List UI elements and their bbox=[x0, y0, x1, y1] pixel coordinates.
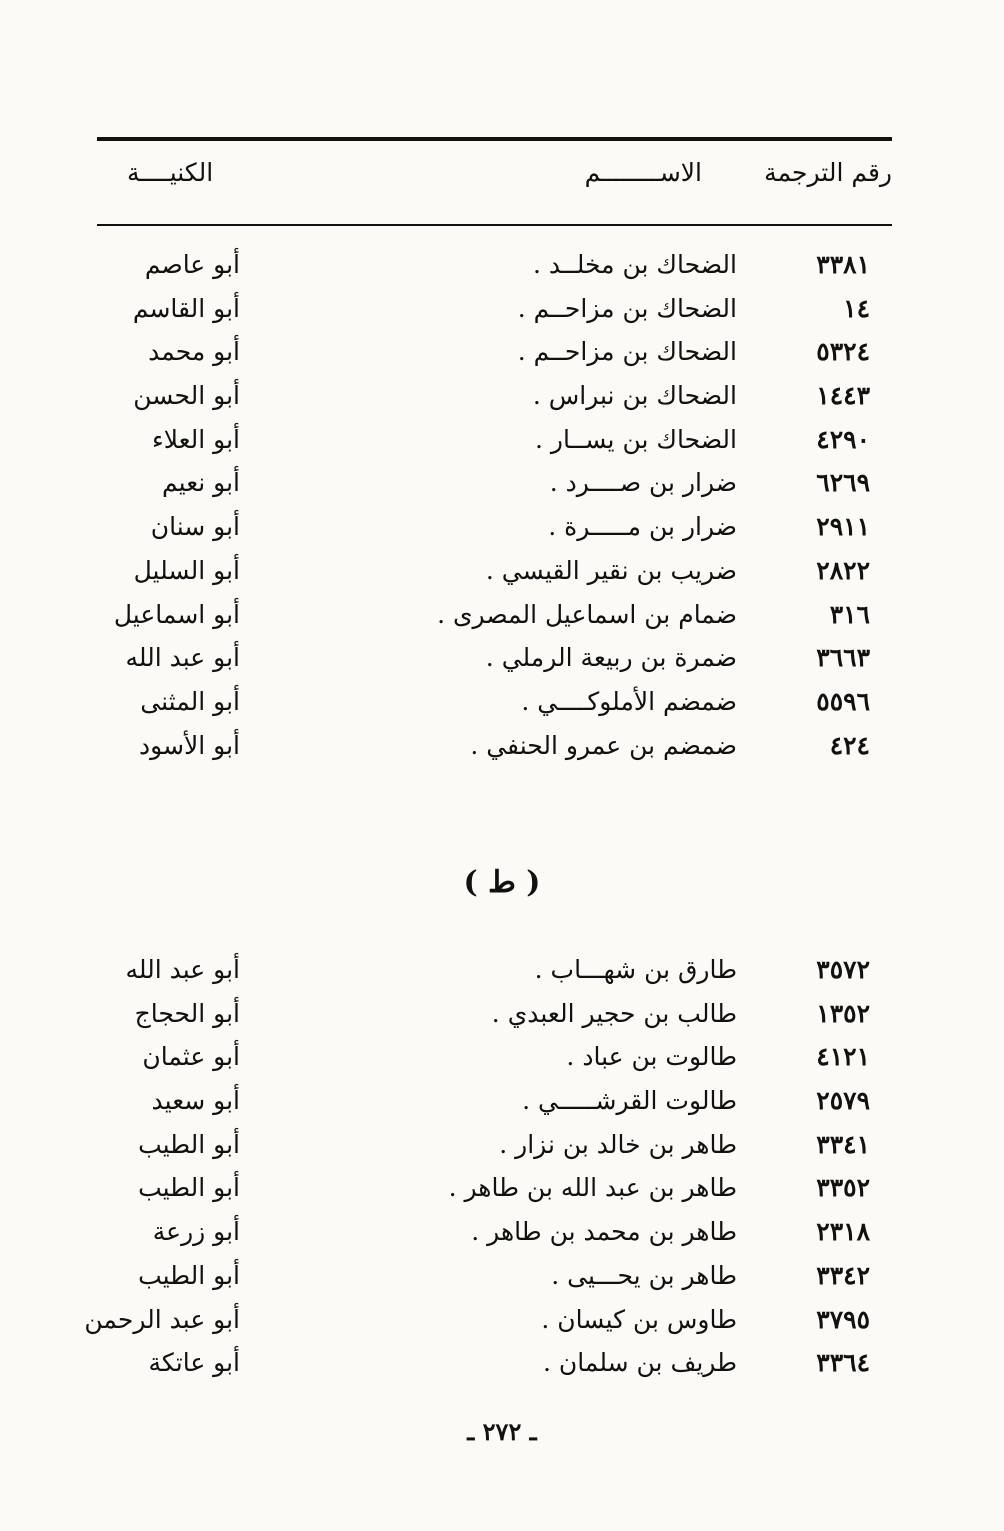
section-dad-list bbox=[97, 245, 892, 769]
entry-kunya: أبو عثمان bbox=[142, 1042, 240, 1072]
entry-number: ٣٦٦٣ bbox=[816, 643, 870, 673]
table-row bbox=[84, 1300, 892, 1344]
entry-kunya: أبو العلاء bbox=[151, 424, 240, 454]
entry-kunya: أبو سعيد bbox=[151, 1086, 240, 1116]
entry-name: الضحاك بن نبراس . bbox=[532, 381, 737, 411]
table-row bbox=[97, 595, 892, 639]
entry-number: ٢٥٧٩ bbox=[816, 1086, 870, 1116]
entry-kunya: أبو الطيب bbox=[138, 1173, 240, 1203]
entry-kunya: أبو الطيب bbox=[138, 1260, 240, 1290]
entry-kunya: أبو عبد الله bbox=[125, 955, 240, 984]
table-row bbox=[97, 1256, 892, 1300]
header-kunya-column: الكنيــــة bbox=[127, 158, 214, 187]
table-row bbox=[97, 551, 892, 595]
entry-kunya: أبو الحسن bbox=[133, 381, 240, 411]
entry-name: ضرار بن صــــرد . bbox=[549, 468, 737, 498]
entry-name: ضمضم الأملوكــــي . bbox=[521, 686, 737, 716]
entry-name: ضريب بن نقير القيسي . bbox=[485, 555, 737, 585]
header-top-rule bbox=[97, 137, 892, 141]
entry-kunya: أبو زرعة bbox=[152, 1217, 240, 1247]
entry-name: ضرار بن مـــــرة . bbox=[548, 512, 737, 542]
entry-name: ضمام بن اسماعيل المصرى . bbox=[437, 599, 737, 629]
entry-name: الضحاك بن مخلــد . bbox=[533, 250, 737, 279]
table-row bbox=[97, 1037, 892, 1081]
table-row bbox=[97, 682, 892, 726]
entry-number: ٤٢٤ bbox=[829, 730, 870, 760]
entry-kunya: أبو نعيم bbox=[162, 468, 240, 498]
table-row bbox=[97, 950, 892, 994]
entry-number: ٥٥٩٦ bbox=[816, 686, 870, 716]
entry-kunya: أبو الأسود bbox=[139, 730, 240, 760]
entry-number: ١٣٥٢ bbox=[816, 998, 870, 1028]
section-heading-letter: ( ط ) bbox=[463, 865, 541, 900]
entry-number: ٢٨٢٢ bbox=[816, 555, 870, 585]
entry-number: ٥٣٢٤ bbox=[816, 337, 870, 367]
table-row bbox=[97, 726, 892, 770]
entry-kunya: أبو محمد bbox=[148, 337, 240, 367]
entry-name: طالب بن حجير العبدي . bbox=[491, 998, 737, 1028]
entry-name: طاهر بن عبد الله بن طاهر . bbox=[448, 1173, 737, 1203]
section-ta-list bbox=[84, 950, 892, 1387]
entry-kunya: أبو المثنى bbox=[140, 686, 240, 716]
entry-kunya: أبو عاتكة bbox=[148, 1348, 240, 1378]
entry-kunya: أبو الطيب bbox=[138, 1129, 240, 1159]
table-row bbox=[97, 1125, 892, 1169]
entry-number: ١٤٤٣ bbox=[816, 381, 870, 411]
table-row bbox=[97, 1168, 892, 1212]
header-number-column: رقم الترجمة bbox=[764, 158, 892, 187]
table-row bbox=[97, 376, 892, 420]
entry-name: طاهر بن محمد بن طاهر . bbox=[471, 1217, 737, 1247]
table-row bbox=[97, 420, 892, 464]
entry-number: ٣٣٦٤ bbox=[816, 1348, 870, 1378]
entry-number: ٣٧٩٥ bbox=[816, 1304, 870, 1334]
entry-number: ١٤ bbox=[843, 293, 870, 323]
entry-number: ٢٩١١ bbox=[816, 512, 870, 542]
table-row bbox=[97, 289, 892, 333]
entry-number: ٢٣١٨ bbox=[816, 1217, 870, 1247]
table-row bbox=[97, 1081, 892, 1125]
entry-number: ٣٣٥٢ bbox=[816, 1173, 870, 1203]
entry-name: ضمضم بن عمرو الحنفي . bbox=[470, 730, 737, 760]
table-row bbox=[97, 1212, 892, 1256]
entry-name: ضمرة بن ربيعة الرملي . bbox=[485, 643, 737, 673]
entry-kunya: أبو عاصم bbox=[144, 250, 240, 279]
entry-name: طاهر بن خالد بن نزار . bbox=[499, 1129, 737, 1159]
table-header bbox=[97, 158, 892, 198]
table-row bbox=[97, 332, 892, 376]
entry-number: ٣٣٤١ bbox=[816, 1129, 870, 1159]
entry-kunya: أبو سنان bbox=[150, 512, 240, 542]
entry-kunya: أبو القاسم bbox=[132, 293, 240, 323]
entry-number: ٣٣٨١ bbox=[816, 250, 870, 279]
table-row bbox=[97, 994, 892, 1038]
table-row bbox=[97, 245, 892, 289]
table-row bbox=[97, 463, 892, 507]
table-row bbox=[97, 1343, 892, 1387]
entry-name: طريف بن سلمان . bbox=[543, 1348, 737, 1378]
entry-number: ٤٢٩٠ bbox=[816, 424, 870, 454]
entry-name: الضحاك بن يســار . bbox=[535, 424, 737, 454]
entry-name: طاوس بن كيسان . bbox=[541, 1304, 737, 1334]
entry-name: الضحاك بن مزاحــم . bbox=[517, 293, 737, 323]
header-name-column: الاســــــــم bbox=[584, 158, 702, 187]
entry-name: الضحاك بن مزاحــم . bbox=[517, 337, 737, 367]
entry-name: طالوت القرشـــــي . bbox=[522, 1086, 737, 1116]
page-number: ـ ٢٧٢ ـ bbox=[467, 1417, 537, 1446]
table-row bbox=[97, 638, 892, 682]
entry-number: ٣٥٧٢ bbox=[816, 955, 870, 984]
entry-number: ٣٣٤٢ bbox=[816, 1260, 870, 1290]
entry-number: ٦٢٦٩ bbox=[816, 468, 870, 498]
entry-kunya: أبو السليل bbox=[133, 555, 240, 585]
entry-number: ٣١٦ bbox=[829, 599, 870, 629]
entry-number: ٤١٢١ bbox=[816, 1042, 870, 1072]
entry-kunya: أبو اسماعيل bbox=[113, 599, 240, 629]
entry-name: طارق بن شهـــاب . bbox=[534, 955, 737, 984]
entry-kunya: أبو عبد الرحمن bbox=[84, 1304, 240, 1334]
table-row bbox=[97, 507, 892, 551]
entry-name: طاهر بن يحـــيى . bbox=[551, 1260, 737, 1290]
header-bottom-rule bbox=[97, 224, 892, 226]
entry-kunya: أبو الحجاج bbox=[134, 998, 240, 1028]
entry-name: طالوت بن عباد . bbox=[566, 1042, 737, 1072]
entry-kunya: أبو عبد الله bbox=[125, 643, 240, 673]
